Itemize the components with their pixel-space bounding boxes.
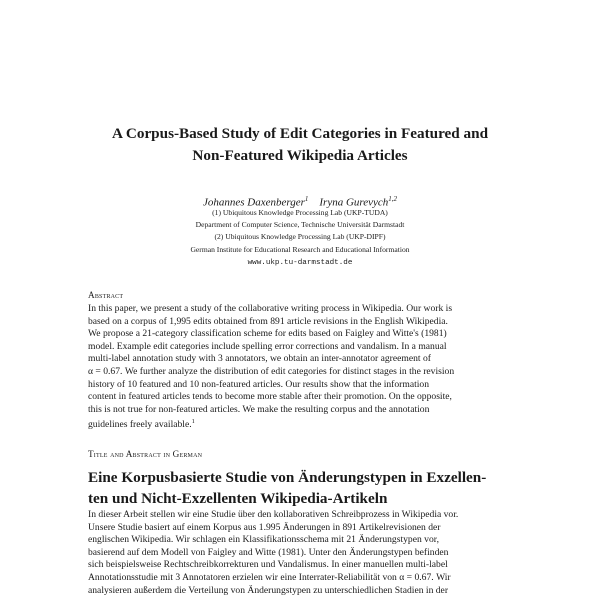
- abstract-line: In this paper, we present a study of the collaborative writing process in Wikipedia. Our work is: [88, 303, 453, 314]
- german-abstract-line: basierend auf dem Modell von Faigley and Witte (1981). Unter den Änderungstypen befinden: [88, 546, 449, 558]
- paper-title-line-1: A Corpus-Based Study of Edit Categories in Featured and: [111, 125, 489, 142]
- german-title-line-1: Eine Korpusbasierte Studie von Änderungstypen in Exzellen-: [88, 469, 487, 486]
- author-name: Johannes Daxenberger: [202, 196, 305, 209]
- abstract-line: history of 10 featured and 10 non-featured articles. Our results show that the information: [88, 378, 430, 390]
- abstract-line: α = 0.67. We further analyze the distribution of edit categories for distinct stages in the revision: [88, 365, 455, 377]
- abstract-heading: Abstract: [88, 290, 124, 300]
- german-abstract-line: Unsere Studie basiert auf einem Korpus aus 1.995 Änderungen in 891 Artikelrevisionen der: [88, 521, 441, 533]
- german-abstract-line: englischen Wikipedia. Wir schlagen ein Klassifikationsschema mit 21 Änderungstypen vor,: [88, 534, 439, 546]
- german-abstract-line: sich beispielsweise Rechtschreibkorrekturen und Vandalismus. In einer manuellen multi-label: [88, 559, 448, 571]
- affiliation-line: Department of Computer Science, Technische Universität Darmstadt: [195, 220, 405, 230]
- author-name: Iryna Gurevych: [319, 196, 389, 209]
- paper-title-line-2: Non-Featured Wikipedia Articles: [192, 147, 408, 164]
- abstract-line: model. Example edit categories include spelling error corrections and vandalism. In a manual: [88, 340, 447, 352]
- german-abstract-line: Annotationsstudie mit 3 Annotatoren erzielen wir eine Interrater-Reliabilität von α = 0.67. Wir: [88, 571, 451, 583]
- german-abstract-text: [88, 509, 516, 597]
- abstract-line: guidelines freely available.: [88, 419, 192, 431]
- abstract-line: We propose a 21-category classification scheme for edits based on Faigley and Witte's (1981): [88, 328, 447, 340]
- german-section-heading: Title and Abstract in German: [88, 449, 203, 459]
- affiliations: [90, 207, 510, 269]
- abstract-line: this is not true for non-featured articles. We make the resulting corpus and the annotation: [88, 403, 430, 415]
- abstract-line-last: [88, 416, 516, 432]
- abstract-line: content in featured articles tends to become more stable after their promotion. On the opposite,: [88, 391, 452, 403]
- footnote-mark[interactable]: 1: [191, 418, 195, 426]
- german-title-line-2: ten und Nicht-Exzellenten Wikipedia-Artikeln: [88, 490, 388, 507]
- abstract-line: based on a corpus of 1,995 edits obtained from 891 article revisions in the English Wikipedia.: [88, 315, 448, 327]
- german-title: [88, 467, 528, 509]
- author-affiliation-mark: 1,2: [388, 195, 398, 203]
- author-affiliation-mark: 1: [304, 195, 309, 203]
- abstract-text: [88, 303, 516, 432]
- affiliation-line: (2) Ubiquitous Knowledge Processing Lab (UKP-DIPF): [214, 232, 386, 242]
- german-abstract-line: analysieren außerdem die Verteilung von Änderungstypen zu unterschiedlichen Stadien in der: [88, 584, 449, 596]
- affiliation-line: German Institute for Educational Research and Educational Information: [190, 244, 410, 254]
- affiliation-line: (1) Ubiquitous Knowledge Processing Lab (UKP-TUDA): [212, 208, 388, 217]
- abstract-line: multi-label annotation study with 3 annotators, we obtain an inter-annotator agreement of: [88, 353, 431, 365]
- german-abstract-line: In dieser Arbeit stellen wir eine Studie über den kollaborativen Schreibprozess in Wikipedia vor.: [88, 509, 459, 520]
- paper-title: [60, 123, 540, 167]
- website-url[interactable]: www.ukp.tu-darmstadt.de: [247, 258, 353, 267]
